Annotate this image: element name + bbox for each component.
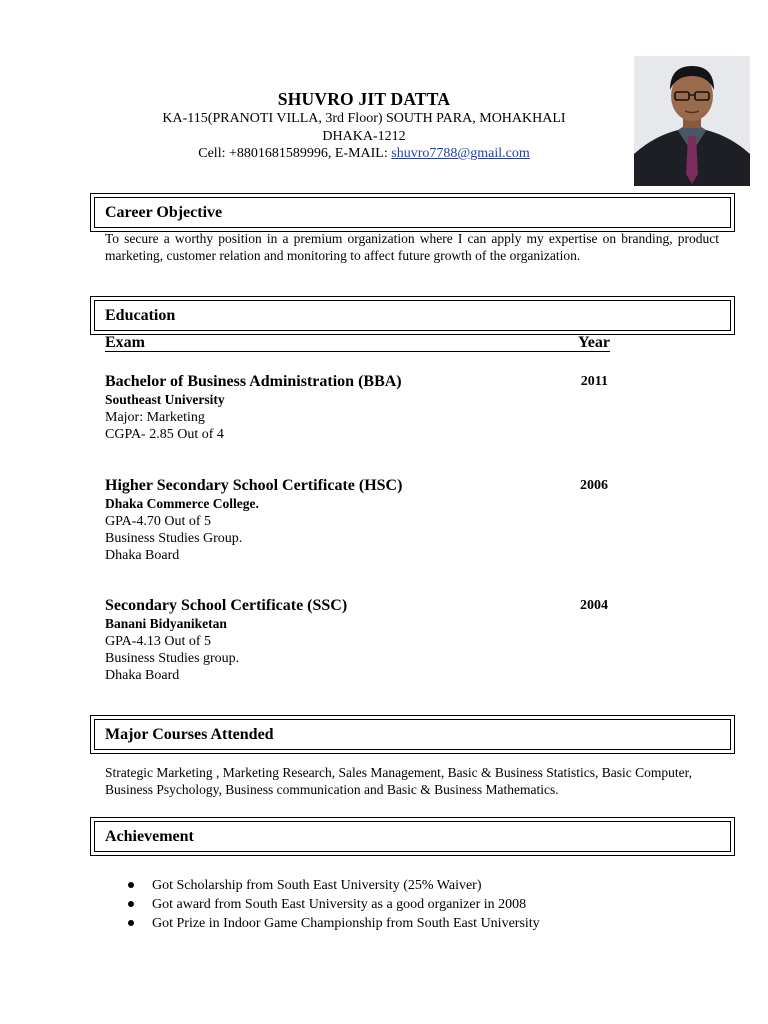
bullet-icon [128,901,134,907]
exam-year: 2004 [580,598,608,613]
career-objective-box [90,193,735,232]
education-box [90,296,735,335]
list-item [126,876,540,895]
exam-row [105,372,610,392]
education-title: Education [105,306,176,324]
contact-prefix: Cell: +8801681589996, E-MAIL: [198,146,392,161]
career-objective-title: Career Objective [105,203,223,221]
bullet-icon [128,920,134,926]
education-detail: Business Studies Group. [105,530,243,546]
portrait-image [634,56,750,186]
candidate-name: SHUVRO JIT DATTA [277,89,451,109]
career-objective-inner [94,197,731,228]
education-table-header [105,334,610,352]
exam-title: Secondary School Certificate (SSC) [105,597,348,614]
courses-text: Strategic Marketing , Marketing Research, Sales Management, Basic & Business Statistics, Basic Computer, Business Psychology, Business communication and Basic & Business Mathematics. [105,765,692,797]
education-detail: GPA-4.70 Out of 5 [105,513,212,529]
exam-title: Higher Secondary School Certificate (HSC) [105,477,403,494]
institution-name: Dhaka Commerce College. [105,496,259,511]
courses-title: Major Courses Attended [105,725,274,743]
contact-line [120,145,608,163]
education-detail: Dhaka Board [105,667,180,683]
achievement-text: Got Prize in Indoor Game Championship from South East University [152,916,540,931]
list-item [126,914,540,933]
achievement-inner [94,821,731,852]
address-line-2: DHAKA-1212 [322,128,406,144]
courses-box [90,715,735,754]
bullet-icon [128,882,134,888]
education-detail: Major: Marketing [105,409,205,425]
achievement-text: Got award from South East University as a good organizer in 2008 [152,897,527,912]
education-entry-bba [105,372,610,443]
institution-name: Southeast University [105,392,225,407]
exam-column-header: Exam [105,334,145,351]
exam-title: Bachelor of Business Administration (BBA) [105,373,402,390]
achievement-list [126,876,540,933]
year-column-header: Year [578,334,610,351]
exam-year: 2011 [580,374,608,389]
email-link[interactable]: shuvro7788@gmail.com [391,146,530,161]
resume-header [120,88,608,163]
education-detail: GPA-4.13 Out of 5 [105,633,212,649]
education-detail: CGPA- 2.85 Out of 4 [105,426,224,442]
institution-name: Banani Bidyaniketan [105,616,227,631]
education-entry-hsc [105,476,610,564]
education-entry-ssc [105,596,610,684]
list-item [126,895,540,914]
education-detail: Dhaka Board [105,547,180,563]
exam-row [105,476,610,496]
exam-year: 2006 [580,478,608,493]
achievement-text: Got Scholarship from South East University (25% Waiver) [152,878,482,893]
achievement-title: Achievement [105,827,194,845]
achievement-box [90,817,735,856]
education-inner [94,300,731,331]
education-detail: Business Studies group. [105,650,240,666]
career-objective-text: To secure a worthy position in a premium organization where I can apply my expertise on branding, product marketing, customer relation and monitoring to affect future growth of the organization. [105,231,719,263]
profile-photo [634,56,750,186]
courses-inner [94,719,731,750]
exam-row [105,596,610,616]
address-line-1: KA-115(PRANOTI VILLA, 3rd Floor) SOUTH PARA, MOHAKHALI [162,111,566,126]
